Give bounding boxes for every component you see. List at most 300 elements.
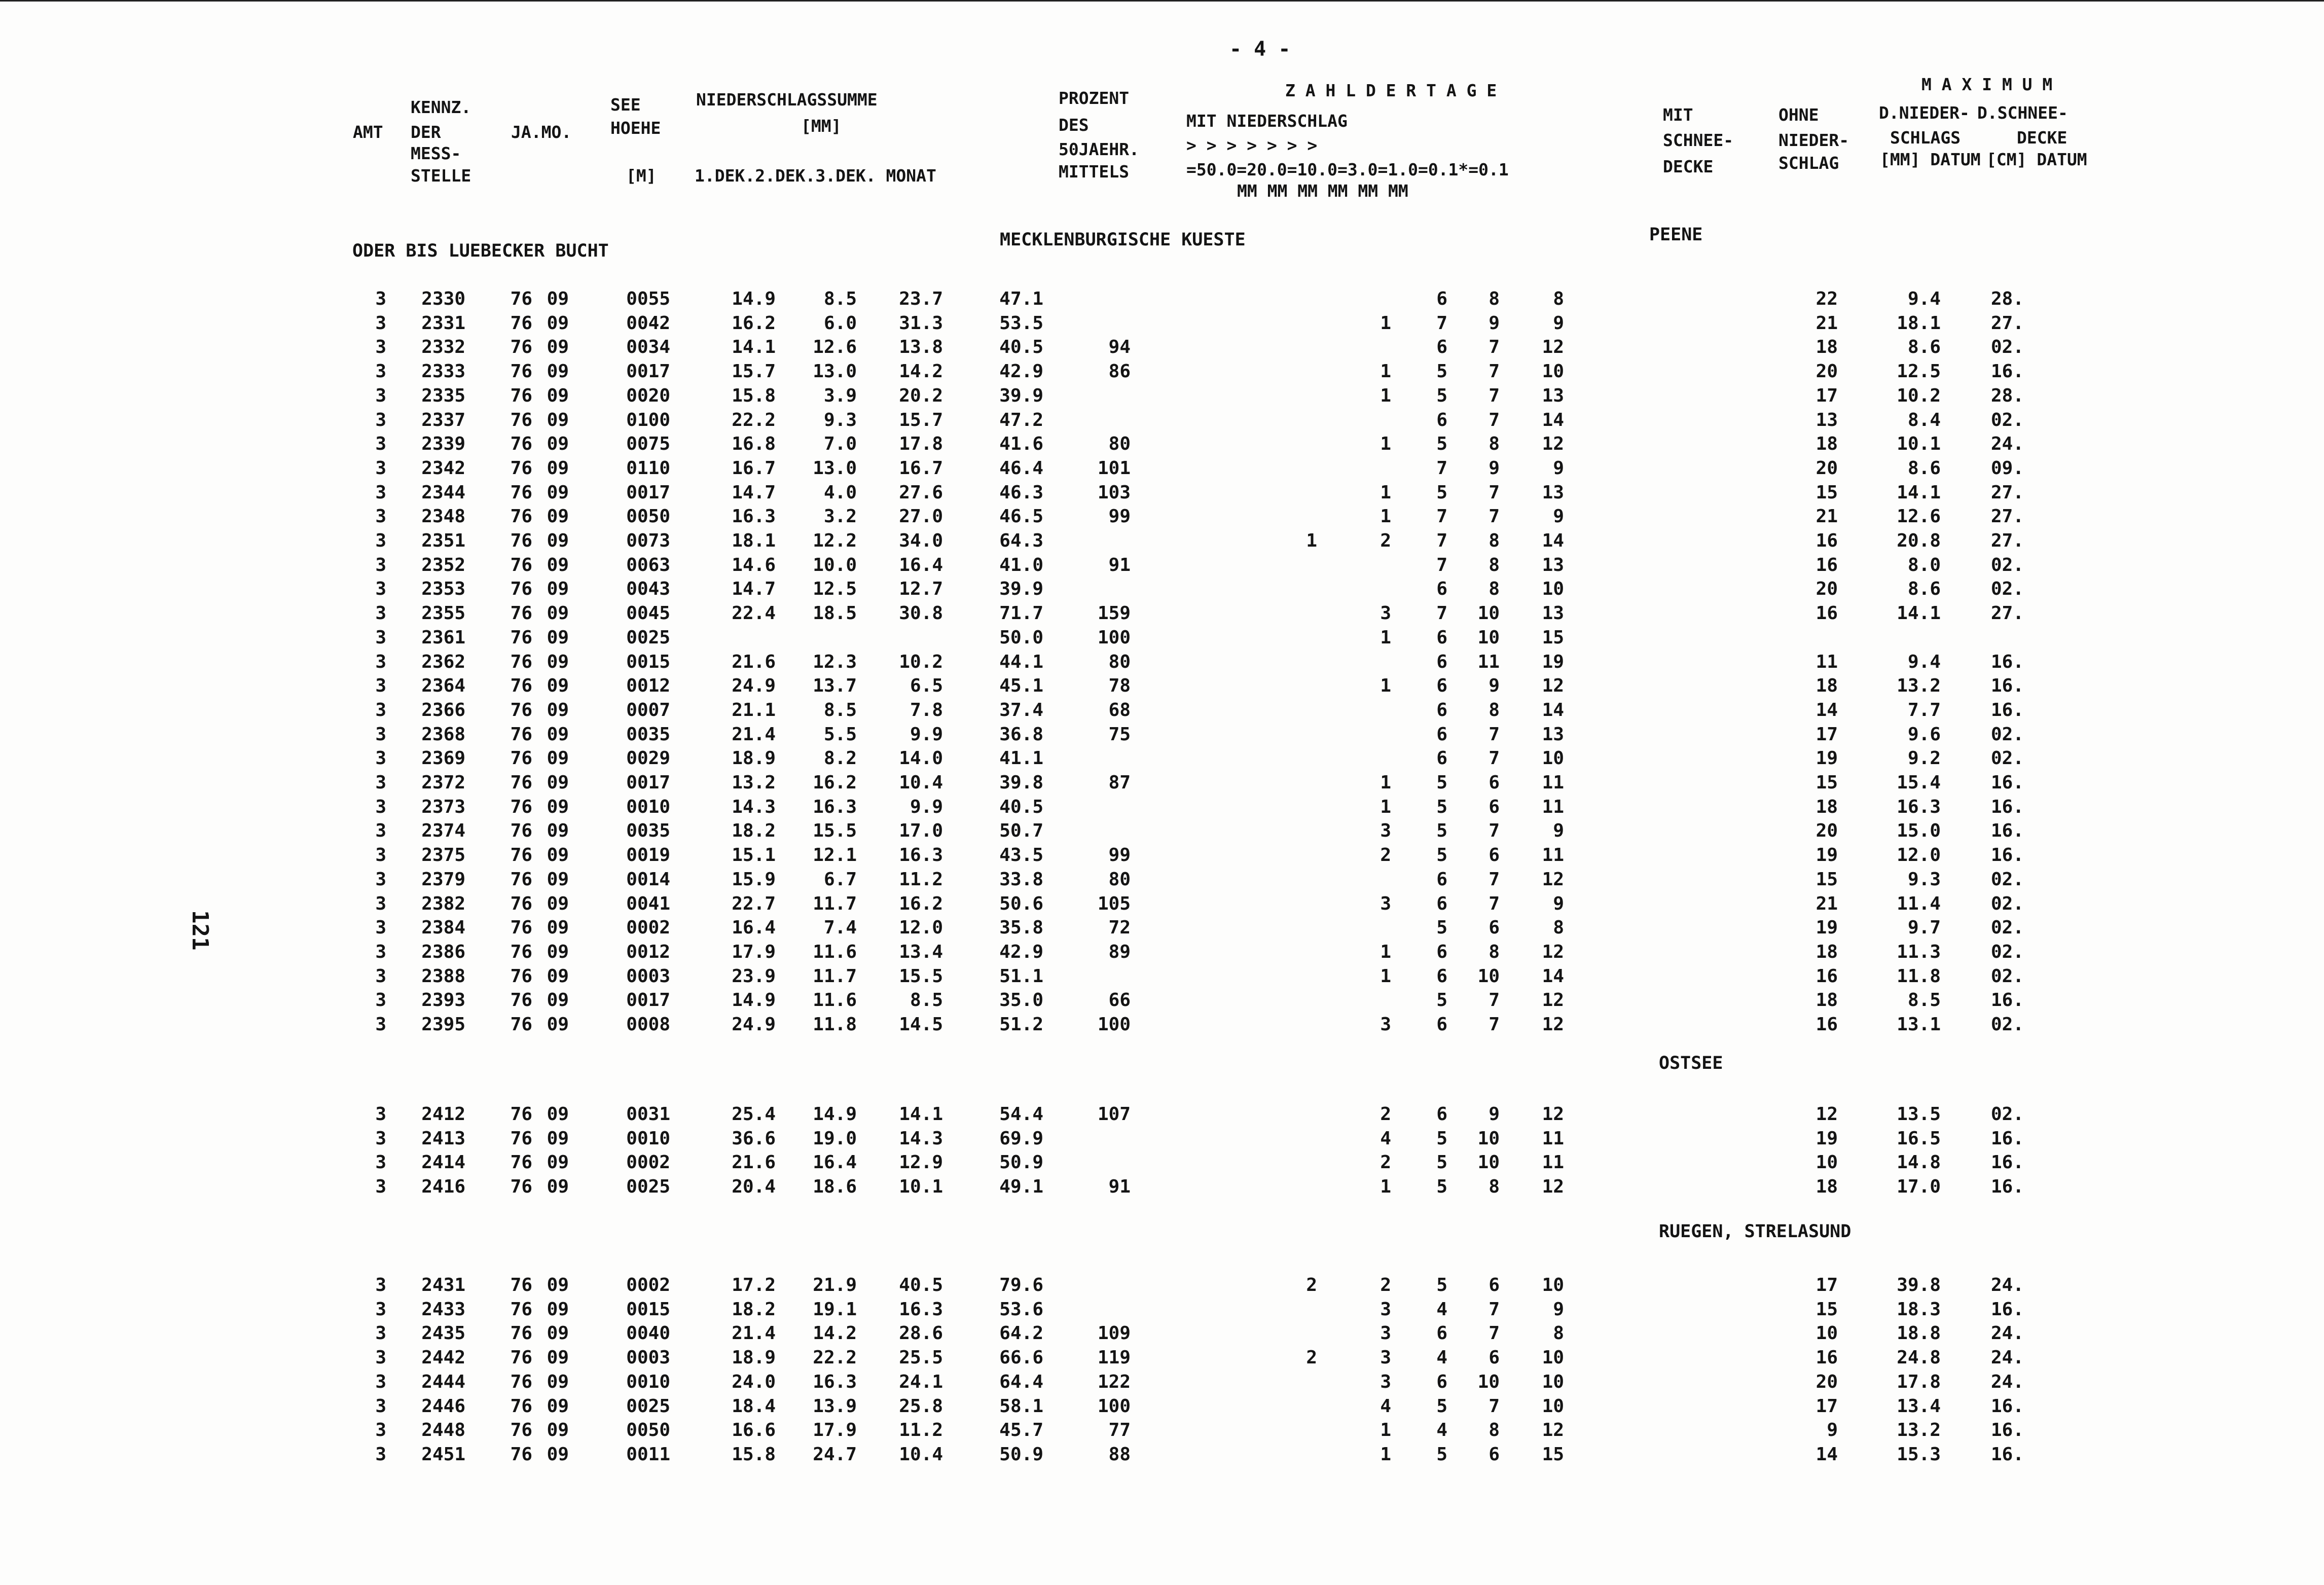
cell-dek1: 15.1 bbox=[732, 845, 776, 866]
cell-tage-01: 12 bbox=[1542, 1420, 1564, 1441]
cell-tage-3: 5 bbox=[1436, 361, 1447, 382]
cell-see: 0034 bbox=[626, 337, 670, 358]
cell-kennz: 2374 bbox=[421, 820, 465, 842]
header-kennz-1: KENNZ. bbox=[411, 97, 471, 117]
cell-dek2: 7.4 bbox=[823, 917, 857, 939]
cell-see: 0008 bbox=[626, 1014, 670, 1035]
cell-max-datum: 16. bbox=[1990, 796, 2024, 817]
cell-kennz: 2446 bbox=[421, 1395, 465, 1417]
cell-monat: 33.8 bbox=[999, 869, 1043, 890]
cell-dek3: 15.5 bbox=[899, 965, 943, 987]
cell-tage-01: 12 bbox=[1542, 990, 1564, 1011]
cell-prozent: 80 bbox=[1108, 651, 1131, 672]
group-label-ruegen: RUEGEN, STRELASUND bbox=[1659, 1221, 1851, 1242]
cell-ohne: 17 bbox=[1815, 385, 1838, 406]
cell-see: 0035 bbox=[626, 724, 670, 745]
cell-max-nieder: 9.7 bbox=[1907, 917, 1941, 939]
cell-tage-1: 7 bbox=[1488, 893, 1500, 914]
cell-mo: 09 bbox=[547, 796, 569, 817]
cell-prozent: 88 bbox=[1108, 1444, 1131, 1465]
cell-dek2: 16.4 bbox=[813, 1152, 857, 1173]
cell-dek3: 12.0 bbox=[899, 917, 943, 939]
cell-tage-10: 3 bbox=[1380, 820, 1391, 842]
cell-mo: 09 bbox=[547, 482, 569, 503]
cell-max-nieder: 14.1 bbox=[1897, 603, 1941, 624]
cell-amt: 3 bbox=[375, 289, 386, 309]
cell-kennz: 2444 bbox=[421, 1371, 465, 1392]
cell-monat: 64.2 bbox=[999, 1323, 1043, 1344]
cell-tage-10: 1 bbox=[1380, 434, 1391, 455]
cell-dek1: 16.3 bbox=[732, 506, 776, 527]
cell-monat: 35.8 bbox=[999, 917, 1043, 939]
cell-dek2: 10.0 bbox=[813, 554, 857, 575]
cell-kennz: 2373 bbox=[421, 796, 465, 817]
cell-max-datum: 02. bbox=[1990, 1014, 2024, 1035]
cell-monat: 45.7 bbox=[999, 1420, 1043, 1441]
cell-monat: 66.6 bbox=[999, 1347, 1043, 1368]
cell-kennz: 2366 bbox=[421, 699, 465, 721]
cell-tage-01: 12 bbox=[1542, 337, 1564, 358]
cell-tage-1: 7 bbox=[1488, 1014, 1500, 1035]
cell-dek3: 11.2 bbox=[899, 869, 943, 890]
cell-ja: 76 bbox=[510, 1128, 532, 1149]
cell-ohne: 18 bbox=[1815, 675, 1838, 697]
cell-max-datum: 02. bbox=[1990, 941, 2024, 962]
cell-tage-01: 11 bbox=[1542, 1128, 1564, 1149]
cell-prozent: 77 bbox=[1108, 1420, 1131, 1441]
cell-dek1: 13.2 bbox=[732, 772, 776, 793]
header-max-nieder-3: [MM] DATUM bbox=[1880, 150, 1981, 169]
cell-kennz: 2379 bbox=[421, 869, 465, 890]
cell-max-datum: 16. bbox=[1990, 675, 2024, 697]
cell-tage-01: 10 bbox=[1542, 1395, 1564, 1417]
cell-dek2: 11.6 bbox=[813, 941, 857, 962]
cell-tage-10: 1 bbox=[1380, 941, 1391, 962]
cell-amt: 3 bbox=[375, 337, 386, 358]
cell-max-datum: 16. bbox=[1990, 651, 2024, 672]
cell-dek2: 16.3 bbox=[813, 796, 857, 817]
cell-tage-3: 6 bbox=[1436, 941, 1447, 962]
cell-tage-01: 14 bbox=[1542, 699, 1564, 721]
cell-amt: 3 bbox=[375, 820, 386, 842]
cell-ja: 76 bbox=[510, 675, 532, 697]
cell-tage-3: 7 bbox=[1436, 554, 1447, 575]
cell-tage-3: 7 bbox=[1436, 506, 1447, 527]
cell-kennz: 2335 bbox=[421, 385, 465, 406]
cell-dek1: 14.9 bbox=[732, 289, 776, 309]
cell-dek1: 18.2 bbox=[732, 1299, 776, 1320]
cell-mo: 09 bbox=[547, 1275, 569, 1295]
cell-see: 0031 bbox=[626, 1104, 670, 1125]
header-niederschlag-3: 1.DEK.2.DEK.3.DEK. MONAT bbox=[695, 166, 936, 186]
cell-amt: 3 bbox=[375, 796, 386, 817]
cell-prozent: 99 bbox=[1108, 506, 1131, 527]
cell-kennz: 2332 bbox=[421, 337, 465, 358]
cell-max-nieder: 10.2 bbox=[1897, 385, 1941, 406]
cell-tage-1: 10 bbox=[1477, 627, 1500, 648]
cell-monat: 47.1 bbox=[999, 289, 1043, 309]
cell-dek1: 22.7 bbox=[732, 893, 776, 914]
cell-max-datum: 16. bbox=[1990, 1128, 2024, 1149]
cell-mo: 09 bbox=[547, 1347, 569, 1368]
cell-amt: 3 bbox=[375, 434, 386, 455]
cell-mo: 09 bbox=[547, 651, 569, 672]
cell-mo: 09 bbox=[547, 409, 569, 430]
cell-ja: 76 bbox=[510, 941, 532, 962]
cell-max-datum: 16. bbox=[1990, 772, 2024, 793]
cell-tage-10: 3 bbox=[1380, 1323, 1391, 1344]
cell-mo: 09 bbox=[547, 554, 569, 575]
cell-ohne: 16 bbox=[1815, 530, 1838, 551]
cell-max-datum: 02. bbox=[1990, 748, 2024, 769]
cell-max-datum: 24. bbox=[1990, 1323, 2024, 1344]
header-zahl-sub: MIT NIEDERSCHLAG bbox=[1186, 111, 1348, 131]
cell-mo: 09 bbox=[547, 1371, 569, 1392]
cell-dek1: 21.6 bbox=[732, 1152, 776, 1173]
cell-tage-01: 9 bbox=[1553, 506, 1564, 527]
cell-dek2: 8.2 bbox=[823, 748, 857, 769]
cell-max-nieder: 16.5 bbox=[1897, 1128, 1941, 1149]
cell-see: 0017 bbox=[626, 482, 670, 503]
cell-max-datum: 02. bbox=[1990, 965, 2024, 987]
cell-mo: 09 bbox=[547, 1444, 569, 1465]
cell-kennz: 2355 bbox=[421, 603, 465, 624]
cell-dek3: 10.4 bbox=[899, 772, 943, 793]
cell-dek1: 24.9 bbox=[732, 675, 776, 697]
cell-mo: 09 bbox=[547, 506, 569, 527]
cell-tage-3: 7 bbox=[1436, 312, 1447, 334]
cell-max-datum: 27. bbox=[1990, 482, 2024, 503]
cell-ohne: 20 bbox=[1815, 1371, 1838, 1392]
cell-see: 0025 bbox=[626, 1176, 670, 1198]
cell-kennz: 2375 bbox=[421, 845, 465, 866]
cell-max-datum: 02. bbox=[1990, 917, 2024, 939]
cell-ja: 76 bbox=[510, 457, 532, 479]
cell-mo: 09 bbox=[547, 1014, 569, 1035]
cell-max-datum: 27. bbox=[1990, 603, 2024, 624]
cell-see: 0012 bbox=[626, 941, 670, 962]
cell-max-datum: 02. bbox=[1990, 1104, 2024, 1125]
cell-monat: 36.8 bbox=[999, 724, 1043, 745]
cell-dek3: 9.9 bbox=[910, 724, 943, 745]
cell-max-nieder: 20.8 bbox=[1897, 530, 1941, 551]
cell-see: 0015 bbox=[626, 651, 670, 672]
cell-dek2: 13.0 bbox=[813, 457, 857, 479]
cell-tage-01: 8 bbox=[1553, 1323, 1564, 1344]
cell-tage-01: 9 bbox=[1553, 820, 1564, 842]
cell-max-nieder: 14.1 bbox=[1897, 482, 1941, 503]
cell-amt: 3 bbox=[375, 579, 386, 600]
cell-kennz: 2442 bbox=[421, 1347, 465, 1368]
cell-tage-1: 8 bbox=[1488, 530, 1500, 551]
cell-tage-01: 15 bbox=[1542, 1444, 1564, 1465]
cell-mo: 09 bbox=[547, 917, 569, 939]
cell-tage-1: 7 bbox=[1488, 1395, 1500, 1417]
cell-amt: 3 bbox=[375, 675, 386, 697]
cell-tage-10: 1 bbox=[1380, 361, 1391, 382]
cell-max-datum: 16. bbox=[1990, 1395, 2024, 1417]
cell-kennz: 2413 bbox=[421, 1128, 465, 1149]
cell-ohne: 20 bbox=[1815, 579, 1838, 600]
cell-mo: 09 bbox=[547, 530, 569, 551]
cell-dek3: 16.3 bbox=[899, 845, 943, 866]
cell-mo: 09 bbox=[547, 724, 569, 745]
cell-tage-01: 15 bbox=[1542, 627, 1564, 648]
header-max-schnee-1: D.SCHNEE- bbox=[1977, 103, 2068, 123]
cell-kennz: 2353 bbox=[421, 579, 465, 600]
cell-mo: 09 bbox=[547, 893, 569, 914]
cell-max-datum: 02. bbox=[1990, 337, 2024, 358]
cell-amt: 3 bbox=[375, 1371, 386, 1392]
cell-kennz: 2451 bbox=[421, 1444, 465, 1465]
cell-tage-10: 2 bbox=[1380, 1104, 1391, 1125]
cell-max-nieder: 13.2 bbox=[1897, 675, 1941, 697]
cell-tage-3: 7 bbox=[1436, 603, 1447, 624]
cell-mo: 09 bbox=[547, 457, 569, 479]
header-kennz-2: DER bbox=[411, 122, 441, 142]
cell-dek2: 22.2 bbox=[813, 1347, 857, 1368]
cell-tage-01: 12 bbox=[1542, 869, 1564, 890]
cell-monat: 50.9 bbox=[999, 1444, 1043, 1465]
cell-dek2: 6.0 bbox=[823, 312, 857, 334]
cell-dek3: 17.0 bbox=[899, 820, 943, 842]
cell-ohne: 16 bbox=[1815, 1347, 1838, 1368]
cell-mo: 09 bbox=[547, 748, 569, 769]
cell-see: 0073 bbox=[626, 530, 670, 551]
cell-tage-10: 2 bbox=[1380, 1152, 1391, 1173]
cell-tage-01: 11 bbox=[1542, 845, 1564, 866]
cell-tage-01: 9 bbox=[1553, 893, 1564, 914]
cell-prozent: 100 bbox=[1097, 1014, 1131, 1035]
cell-ohne: 18 bbox=[1815, 796, 1838, 817]
cell-dek2: 13.7 bbox=[813, 675, 857, 697]
cell-dek1: 14.7 bbox=[732, 579, 776, 600]
cell-max-datum: 24. bbox=[1990, 1371, 2024, 1392]
cell-kennz: 2344 bbox=[421, 482, 465, 503]
cell-tage-1: 7 bbox=[1488, 506, 1500, 527]
cell-tage-01: 13 bbox=[1542, 554, 1564, 575]
cell-tage-01: 14 bbox=[1542, 530, 1564, 551]
cell-dek2: 19.1 bbox=[813, 1299, 857, 1320]
cell-max-nieder: 17.0 bbox=[1897, 1176, 1941, 1198]
cell-tage-01: 11 bbox=[1542, 796, 1564, 817]
cell-dek3: 24.1 bbox=[899, 1371, 943, 1392]
cell-mo: 09 bbox=[547, 845, 569, 866]
cell-kennz: 2414 bbox=[421, 1152, 465, 1173]
cell-amt: 3 bbox=[375, 1152, 386, 1173]
header-zahl-title: Z A H L D E R T A G E bbox=[1285, 81, 1497, 100]
cell-max-nieder: 9.4 bbox=[1907, 289, 1941, 309]
cell-max-nieder: 8.6 bbox=[1907, 457, 1941, 479]
cell-ja: 76 bbox=[510, 482, 532, 503]
cell-max-nieder: 18.3 bbox=[1897, 1299, 1941, 1320]
cell-tage-3: 5 bbox=[1436, 1395, 1447, 1417]
cell-tage-01: 13 bbox=[1542, 482, 1564, 503]
top-rule bbox=[0, 0, 2324, 2]
cell-amt: 3 bbox=[375, 772, 386, 793]
cell-tage-1: 8 bbox=[1488, 1420, 1500, 1441]
cell-ohne: 16 bbox=[1815, 603, 1838, 624]
cell-mo: 09 bbox=[547, 385, 569, 406]
cell-prozent: 78 bbox=[1108, 675, 1131, 697]
cell-tage-1: 7 bbox=[1488, 820, 1500, 842]
cell-ohne: 15 bbox=[1815, 869, 1838, 890]
cell-monat: 50.6 bbox=[999, 893, 1043, 914]
cell-amt: 3 bbox=[375, 1395, 386, 1417]
cell-monat: 50.0 bbox=[999, 627, 1043, 648]
cell-prozent: 100 bbox=[1097, 627, 1131, 648]
cell-max-nieder: 8.6 bbox=[1907, 579, 1941, 600]
cell-tage-1: 8 bbox=[1488, 434, 1500, 455]
cell-dek1: 15.8 bbox=[732, 385, 776, 406]
cell-dek2: 19.0 bbox=[813, 1128, 857, 1149]
cell-ja: 76 bbox=[510, 1371, 532, 1392]
cell-dek3: 13.4 bbox=[899, 941, 943, 962]
cell-dek2: 14.2 bbox=[813, 1323, 857, 1344]
cell-amt: 3 bbox=[375, 530, 386, 551]
cell-dek2: 8.5 bbox=[823, 289, 857, 309]
cell-monat: 53.6 bbox=[999, 1299, 1043, 1320]
header-see-1: SEE bbox=[610, 95, 641, 115]
side-page-number: 121 bbox=[187, 910, 213, 951]
cell-kennz: 2362 bbox=[421, 651, 465, 672]
cell-ohne: 18 bbox=[1815, 1176, 1838, 1198]
cell-max-nieder: 15.3 bbox=[1897, 1444, 1941, 1465]
cell-prozent: 100 bbox=[1097, 1395, 1131, 1417]
cell-max-nieder: 13.4 bbox=[1897, 1395, 1941, 1417]
cell-ja: 76 bbox=[510, 385, 532, 406]
cell-tage-3: 5 bbox=[1436, 917, 1447, 939]
cell-ohne: 11 bbox=[1815, 651, 1838, 672]
cell-tage-1: 7 bbox=[1488, 1323, 1500, 1344]
cell-amt: 3 bbox=[375, 893, 386, 914]
cell-max-datum: 02. bbox=[1990, 579, 2024, 600]
cell-max-datum: 02. bbox=[1990, 893, 2024, 914]
cell-kennz: 2395 bbox=[421, 1014, 465, 1035]
cell-mo: 09 bbox=[547, 312, 569, 334]
cell-kennz: 2361 bbox=[421, 627, 465, 648]
cell-dek3: 14.0 bbox=[899, 748, 943, 769]
cell-tage-1: 6 bbox=[1488, 1275, 1500, 1295]
cell-ohne: 17 bbox=[1815, 724, 1838, 745]
cell-see: 0050 bbox=[626, 1420, 670, 1441]
group-label-ostsee: OSTSEE bbox=[1659, 1053, 1723, 1073]
cell-tage-1: 7 bbox=[1488, 361, 1500, 382]
cell-dek1: 20.4 bbox=[732, 1176, 776, 1198]
header-mit-2: SCHNEE- bbox=[1663, 130, 1734, 150]
cell-kennz: 2412 bbox=[421, 1104, 465, 1125]
cell-ja: 76 bbox=[510, 603, 532, 624]
cell-dek3: 10.4 bbox=[899, 1444, 943, 1465]
cell-tage-10: 1 bbox=[1380, 1444, 1391, 1465]
cell-prozent: 99 bbox=[1108, 845, 1131, 866]
cell-dek2: 12.5 bbox=[813, 579, 857, 600]
cell-kennz: 2342 bbox=[421, 457, 465, 479]
cell-tage-3: 6 bbox=[1436, 289, 1447, 309]
cell-tage-10: 1 bbox=[1380, 796, 1391, 817]
cell-max-datum: 16. bbox=[1990, 1152, 2024, 1173]
cell-monat: 50.9 bbox=[999, 1152, 1043, 1173]
cell-monat: 43.5 bbox=[999, 845, 1043, 866]
cell-dek3: 30.8 bbox=[899, 603, 943, 624]
cell-ohne: 21 bbox=[1815, 312, 1838, 334]
cell-max-datum: 09. bbox=[1990, 457, 2024, 479]
cell-dek1: 14.1 bbox=[732, 337, 776, 358]
cell-max-nieder: 7.7 bbox=[1907, 699, 1941, 721]
cell-tage-01: 9 bbox=[1553, 1299, 1564, 1320]
cell-tage-3: 5 bbox=[1436, 482, 1447, 503]
cell-ja: 76 bbox=[510, 772, 532, 793]
header-threshold-units: MM MM MM MM MM MM bbox=[1237, 181, 1408, 201]
cell-amt: 3 bbox=[375, 1128, 386, 1149]
cell-monat: 39.9 bbox=[999, 385, 1043, 406]
cell-ohne: 14 bbox=[1815, 1444, 1838, 1465]
cell-tage-10: 1 bbox=[1380, 627, 1391, 648]
cell-dek3: 12.7 bbox=[899, 579, 943, 600]
cell-ohne: 18 bbox=[1815, 337, 1838, 358]
header-max-nieder-1: D.NIEDER- bbox=[1879, 103, 1970, 123]
cell-mo: 09 bbox=[547, 337, 569, 358]
cell-dek3: 15.7 bbox=[899, 409, 943, 430]
header-kennz-3: MESS- bbox=[411, 143, 461, 163]
cell-ja: 76 bbox=[510, 1420, 532, 1441]
cell-mo: 09 bbox=[547, 434, 569, 455]
cell-prozent: 91 bbox=[1108, 1176, 1131, 1198]
cell-kennz: 2351 bbox=[421, 530, 465, 551]
cell-dek1: 16.2 bbox=[732, 312, 776, 334]
cell-ja: 76 bbox=[510, 651, 532, 672]
cell-max-nieder: 12.0 bbox=[1897, 845, 1941, 866]
cell-tage-1: 8 bbox=[1488, 289, 1500, 309]
cell-mo: 09 bbox=[547, 361, 569, 382]
cell-see: 0010 bbox=[626, 1128, 670, 1149]
cell-dek2: 11.8 bbox=[813, 1014, 857, 1035]
cell-max-nieder: 11.3 bbox=[1897, 941, 1941, 962]
group-label-oder: ODER BIS LUEBECKER BUCHT bbox=[352, 241, 609, 261]
cell-tage-3: 5 bbox=[1436, 990, 1447, 1011]
cell-dek3: 27.6 bbox=[899, 482, 943, 503]
cell-ohne: 19 bbox=[1815, 845, 1838, 866]
cell-tage-10: 1 bbox=[1380, 1176, 1391, 1198]
cell-ohne: 17 bbox=[1815, 1275, 1838, 1295]
cell-amt: 3 bbox=[375, 482, 386, 503]
cell-kennz: 2348 bbox=[421, 506, 465, 527]
cell-prozent: 119 bbox=[1097, 1347, 1131, 1368]
cell-tage-3: 5 bbox=[1436, 820, 1447, 842]
cell-ohne: 15 bbox=[1815, 482, 1838, 503]
cell-tage-3: 6 bbox=[1436, 724, 1447, 745]
cell-see: 0041 bbox=[626, 893, 670, 914]
cell-monat: 53.5 bbox=[999, 312, 1043, 334]
cell-dek2: 3.9 bbox=[823, 385, 857, 406]
cell-tage-3: 6 bbox=[1436, 1371, 1447, 1392]
cell-dek2: 11.7 bbox=[813, 965, 857, 987]
cell-dek3: 16.2 bbox=[899, 893, 943, 914]
header-ohne-2: NIEDER- bbox=[1778, 130, 1849, 150]
cell-dek3: 14.1 bbox=[899, 1104, 943, 1125]
cell-amt: 3 bbox=[375, 554, 386, 575]
group-label-mecklenburg: MECKLENBURGISCHE KUESTE bbox=[1000, 230, 1246, 250]
cell-kennz: 2339 bbox=[421, 434, 465, 455]
cell-monat: 71.7 bbox=[999, 603, 1043, 624]
cell-tage-1: 9 bbox=[1488, 457, 1500, 479]
cell-tage-20: 1 bbox=[1306, 530, 1317, 551]
cell-see: 0002 bbox=[626, 1152, 670, 1173]
cell-dek1: 14.7 bbox=[732, 482, 776, 503]
cell-kennz: 2431 bbox=[421, 1275, 465, 1295]
cell-ohne: 20 bbox=[1815, 820, 1838, 842]
cell-dek1: 36.6 bbox=[732, 1128, 776, 1149]
